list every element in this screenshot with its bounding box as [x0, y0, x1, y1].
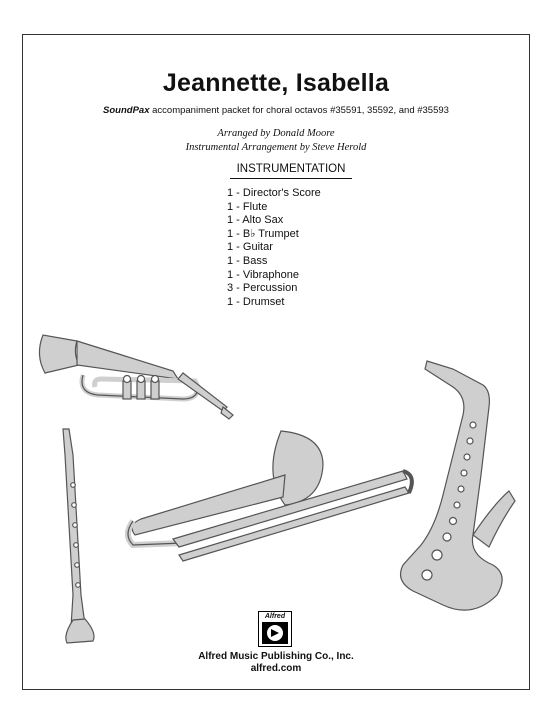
item-name: Bass: [242, 254, 268, 267]
cover-page: [22, 34, 530, 690]
item-qty: 3: [227, 282, 234, 295]
list-item: 1 - Guitar: [227, 241, 273, 254]
item-qty: 1: [227, 268, 234, 281]
clarinet-icon: [63, 429, 94, 643]
subtitle-brand: SoundPax: [103, 105, 150, 116]
trombone-icon: [128, 431, 412, 561]
list-item: 1 - Director's Score: [227, 187, 321, 199]
page-title: Jeannette, Isabella: [162, 69, 390, 97]
arranger-credit: Arranged by Donald Moore: [217, 128, 335, 139]
publisher-name: Alfred Music Publishing Co., Inc.: [198, 651, 354, 662]
item-name: Director's Score: [242, 187, 321, 199]
alfred-logo-icon: [258, 611, 292, 647]
list-item: 3 - Percussion: [227, 282, 298, 295]
item-name: Guitar: [242, 241, 273, 254]
list-item: 1 - B♭ Trumpet: [227, 227, 299, 240]
item-qty: 1: [227, 241, 234, 254]
item-qty: 1: [227, 200, 234, 213]
instrumentation-heading: INSTRUMENTATION: [230, 163, 352, 179]
instrumental-credit: Instrumental Arrangement by Steve Herold: [185, 142, 367, 153]
publisher-info: [23, 651, 529, 675]
list-item: 1 - Vibraphone: [227, 268, 299, 281]
publisher-url: alfred.com: [250, 663, 302, 674]
item-name: B♭ Trumpet: [242, 227, 299, 240]
item-qty: 1: [227, 295, 234, 308]
item-name: Drumset: [242, 295, 285, 308]
item-qty: 1: [227, 254, 234, 267]
instrument-illustrations: [23, 35, 529, 689]
item-qty: 1: [227, 227, 234, 240]
item-name: Vibraphone: [242, 268, 299, 281]
list-item: 1 - Drumset: [227, 295, 285, 308]
logo-emblem-icon: [262, 622, 288, 644]
logo-text: Alfred: [264, 613, 286, 620]
subtitle-text: accompaniment packet for choral octavos #35591, 35592, and #35593: [149, 105, 449, 116]
item-name: Alto Sax: [242, 214, 284, 227]
saxophone-icon: [401, 361, 515, 610]
list-item: 1 - Alto Sax: [227, 214, 284, 227]
list-item: 1 - Flute: [227, 200, 268, 213]
item-qty: 1: [227, 214, 234, 227]
list-item: 1 - Bass: [227, 254, 268, 267]
item-qty: 1: [227, 187, 234, 199]
item-name: Flute: [242, 200, 268, 213]
trumpet-icon: [39, 335, 233, 419]
item-name: Percussion: [242, 282, 298, 295]
